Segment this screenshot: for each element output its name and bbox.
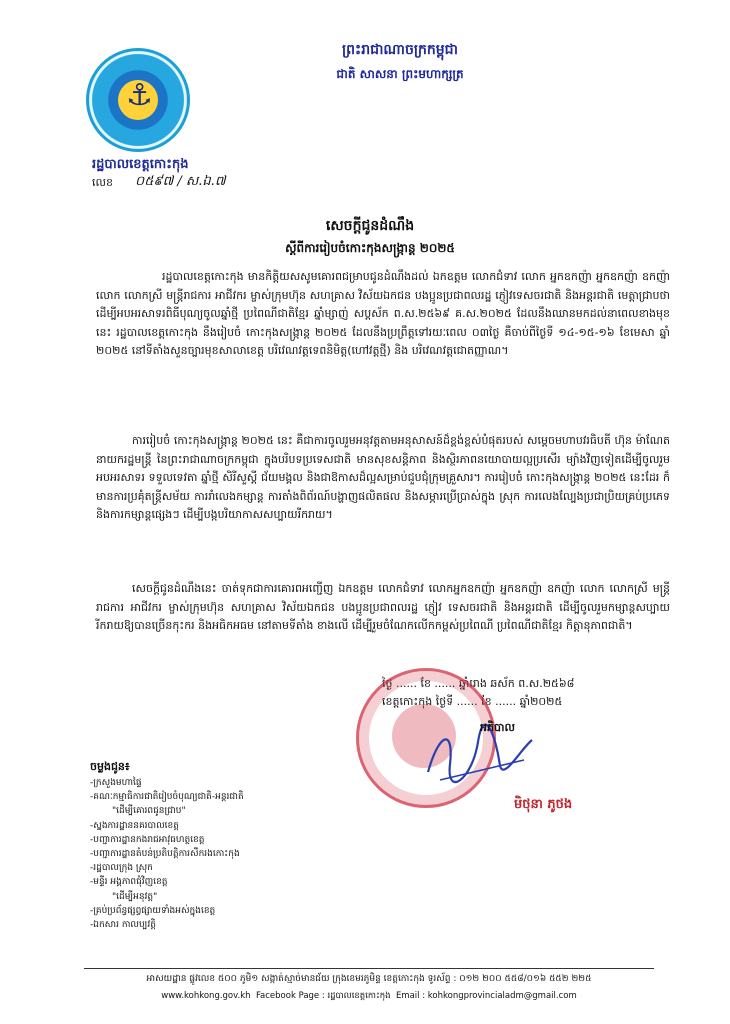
cc-item: -បញ្ជាការដ្ឋានកងរាជអាវុធហត្ថខេត្ត: [90, 834, 205, 845]
solar-date-line: ខេត្តកោះកុង ថ្ងៃទី ...... ខែ ...... ឆ្នាំ២០២៥: [382, 695, 563, 708]
cc-heading: ចម្លងជូន៖: [90, 760, 130, 773]
cc-item: -រដ្ឋបាលក្រុង ស្រុក: [90, 863, 153, 874]
footer-divider: [84, 968, 654, 969]
body-paragraph-3: សេចក្តីជូនដំណឹងនេះ ចាត់ទុកជាការគោរពអញ្ជើញ ឯកឧត្តម លោកជំទាវ លោកអ្នកឧកញ៉ា អ្នកឧកញ៉ា ឧកញ៉ា លោក លោកស្រី មន្ត្រីរាជការ អាជីវករ ម្ចាស់ក្រុមហ៊ុន សហគ្រាស វិស័យឯកជន បងប្អូនប្រជាពលរដ្ឋ ភ្ញៀវ ទេសចរជាតិ និងអន្តរជាតិ ដើម្បីចូលរួមកម្សាន្តសប្បាយរីករាយឱ្យបានច្រើនកុះករ និងអធិកអធម នៅតាមទីតាំង ខាងលើ ដើម្បីរួមចំណែកលើកកម្ពស់ប្រពៃណី ប្រពៃណីជាតិខ្មែរ កិត្តានុភាពជាតិ។: [96, 582, 670, 632]
sender-name: រដ្ឋបាលខេត្តកោះកុង: [92, 157, 189, 172]
cc-item: -គណៈកម្មាធិការជាតិរៀបចំបុណ្យជាតិ-អន្តរជាតិ: [90, 792, 244, 803]
cc-item: "ដើម្បីអនុវត្ត": [112, 891, 158, 902]
lunar-date-line: ថ្ងៃ ...... ខែ ...... ឆ្នាំរោង ឆស័ក ព.ស.២៥៦៨: [382, 677, 575, 690]
footer-email-label: Email :: [395, 991, 426, 1001]
footer-website[interactable]: www.kohkong.gov.kh: [161, 991, 251, 1001]
signer-title: អភិបាល: [480, 721, 515, 734]
body-paragraph-2: ការរៀបចំ កោះកុងសង្ក្រាន្ត ២០២៥ នេះ គឺជាការចូលរួមអនុវត្តតាមអនុសាសន៍ដ៏ខ្ពង់ខ្ពស់បំផុតរបស់ សម្តេចមហាបវរធិបតី ហ៊ុន ម៉ាណែត នាយករដ្ឋមន្ត្រី នៃព្រះរាជាណាចក្រកម្ពុជា ក្នុងបរិបទប្រទេសជាតិ មានសុខសន្តិភាព និងស្ថិរភាពនយោបាយល្អប្រសើរ ម្យ៉ាងវិញទៀតដើម្បីចូលរួមអបអរសាទរ ទទួលទេវតា ឆ្នាំថ្មី សិរីសួស្តី ជ័យមង្គល និងជាឱកាសដ៏ល្អសម្រាប់ជួបជុំក្រុមគ្រួសារ។ ការរៀបចំ កោះកុងសង្ក្រាន្ត ២០២៥ នេះដែរ ក៏មានការប្រគុំតន្ត្រីសម័យ ការរាំលេងកម្សាន្ត ការតាំងពិព័រណ៍បង្ហាញផលិតផល និងសម្ភារប្រើប្រាស់ក្នុង ស្រុក ការលេងល្បែងប្រជាប្រិយគ្រប់ប្រភេទ និងការកម្សាន្តផ្សេងៗ ដើម្បីបង្កបរិយាកាសសប្បាយរីករាយ។: [96, 434, 670, 521]
cc-item: -គ្រប់ប្រព័ន្ធផ្សព្វផ្សាយទាំងអស់ក្នុងខេត្ត: [90, 905, 216, 916]
kingdom-heading: ព្រះរាជាណាចក្រកម្ពុជា: [341, 42, 458, 58]
cc-item: -ឯកសារ កាលប្បវត្តិ: [90, 920, 156, 931]
cc-item: "ដើម្បីគោរពជូនជ្រាប": [112, 806, 186, 817]
cc-list: [90, 776, 244, 932]
footer-facebook-label: Facebook Page :: [255, 991, 325, 1001]
signer-name: មិថុនា ភូថង: [514, 797, 573, 812]
document-subtitle: ស្តីពីការរៀបចំកោះកុងសង្ក្រាន្ត ២០២៥: [285, 241, 455, 255]
cc-item: -ស្នងការដ្ឋាននគរបាលខេត្ត: [90, 820, 179, 831]
body-paragraph-1: រដ្ឋបាលខេត្តកោះកុង មានកិត្តិយសសូមគោរពជម្រាបជូនដំណឹងដល់ ឯកឧត្តម លោកជំទាវ លោក អ្នកឧកញ៉ា អ្នកឧកញ៉ា ឧកញ៉ា លោក លោកស្រី មន្ត្រីរាជការ អាជីវករ ម្ចាស់ក្រុមហ៊ុន សហគ្រាស វិស័យឯកជន បងប្អូនប្រជាពលរដ្ឋ ភ្ញៀវទេសចរជាតិ និងអន្តរជាតិ មេត្តាជ្រាបថា ដើម្បីអបអរសាទរពិធីបុណ្យចូលឆ្នាំថ្មី ប្រពៃណីជាតិខ្មែរ ឆ្នាំម្សាញ់ សប្តស័ក ព.ស.២៥៦៩ គ.ស.២០២៥ ដែលនឹងឈានមកដល់នាពេលខាងមុខនេះ រដ្ឋបាលខេត្តកោះកុង នឹងរៀបចំ កោះកុងសង្ក្រាន្ត ២០២៥ ដែលនឹងប្រព្រឹត្តទៅរយៈពេល ០៣ថ្ងៃ គឺចាប់ពីថ្ងៃទី ១៤-១៥-១៦ ខែមេសា ឆ្នាំ ២០២៥ នៅទីតាំងសួនច្បារមុខសាលាខេត្ត បរិវេណវត្តទេពនិមិត្ត(ហៅវត្តថ្មី) និង បរិវេណវត្តជោតញ្ញាណ។: [96, 270, 670, 357]
cc-item: -បញ្ជាការដ្ឋានតំបន់ប្រតិបត្តិការសឹករងកោះកុង: [90, 849, 240, 860]
footer-email[interactable]: kohkongprovincialadm@gmail.com: [427, 991, 577, 1001]
cc-item: -មន្ទីរ អង្គភាពជុំវិញខេត្ត: [90, 877, 168, 888]
footer-address: អាសយដ្ឋាន ផ្លូវលេខ ៥០០ ភូមិ១ សង្កាត់ស្មាច់មានជ័យ ក្រុងខេមរភូមិន្ទ ខេត្តកោះកុង ទូរស័ព្ទ : ០១២ ២០០ ៥៥៨/០១៦ ៥៥២ ២២៥: [146, 974, 592, 984]
document-title: សេចក្តីជូនដំណឹង: [325, 218, 415, 234]
letter-number-handwritten: ០៥៩៧ / ស.ឯ.៧: [135, 174, 226, 189]
footer-facebook[interactable]: រដ្ឋបាលខេត្តកោះកុង: [327, 991, 391, 1001]
national-motto: ជាតិ សាសនា ព្រះមហាក្សត្រ: [336, 67, 464, 81]
anchor-icon: ⚓: [126, 78, 153, 113]
cc-item: -ក្រសួងមហាផ្ទៃ: [90, 778, 142, 788]
footer-contacts: [84, 991, 654, 1003]
letter-number-label: លេខ: [92, 176, 113, 189]
